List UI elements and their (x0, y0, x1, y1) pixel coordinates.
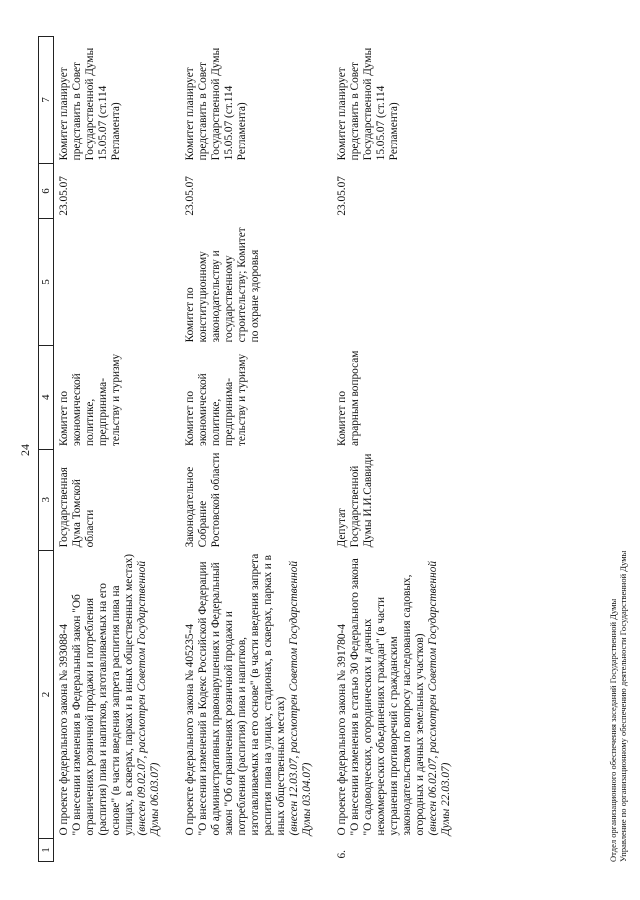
committee-cell: Комитет по экономической политике, предпринима-тельству и туризму (58, 353, 122, 447)
column-header: 7 (39, 37, 54, 164)
column-header: 1 (39, 838, 54, 861)
bill-note: (внесен 09.02.07, рассмотрен Советом Государственной Думы 06.03.07) (136, 560, 161, 836)
column-header: 6 (39, 163, 54, 218)
column-header: 3 (39, 449, 54, 550)
bill-note: (внесен 12.03.07, рассмотрен Советом Государственной Думы 03.04.07) (288, 560, 313, 836)
bill-title: О проекте федерального закона № 393088-4 (58, 624, 70, 836)
bills-table (38, 36, 463, 862)
column-header: 4 (39, 345, 54, 449)
bill-title: О проекте федерального закона № 405235-4 (184, 624, 196, 836)
bill-text: "О внесении изменения в Федеральный закон "Об ограничениях розничной продажи и потребления (распития) пива и напитков, изготавливаемых на его основе" (в части введения запрета распития пива на улицах, в скверах, парках и в иных общественных местах) (71, 553, 135, 836)
status-cell: Комитет планирует представить в Совет Государственной Думы 15.05.07 (ст.114 Регламента) (184, 47, 248, 161)
table-row (54, 37, 173, 862)
committee-cell: Комитет по экономической политике, предпринима-тельству и туризму (184, 353, 248, 447)
status-cell: Комитет планирует представить в Совет Государственной Думы 15.05.07 (ст.114 Регламента) (336, 47, 400, 161)
bill-text: "О внесении изменения в статью 30 Федерального закона "О садоводческих, огороднических и дачных некоммерческих объединениях граждан" (в части устранения противоречий с гражданским законодательством по вопросу наследования садовых, огородных и дачных земельных участков) (349, 558, 426, 836)
status-cell: Комитет планирует представить в Совет Государственной Думы 15.05.07 (ст.114 Регламента) (58, 47, 122, 161)
bill-cell (324, 550, 463, 838)
co-executors-cell: Комитет по конституционному законодательству и государственному строительству; Комитет по охране здоровья (184, 227, 261, 343)
initiator-cell: Законодательное Собрание Ростовской области (184, 452, 222, 548)
initiator-cell: Депутат Государственной Думы И.И.Саввиди (336, 453, 374, 548)
co-executors-cell (54, 219, 173, 346)
footer-line: Управление по организационному обеспечению деятельности Государственной Думы (618, 550, 628, 862)
bill-title: О проекте федерального закона № 391780-4 (336, 624, 348, 836)
column-header: 5 (39, 219, 54, 346)
row-number: 6. (336, 850, 348, 859)
bill-note: (внесен 06.02.07, рассмотрен Советом Государственной Думы 22.03.07) (427, 560, 452, 836)
date-cell: 23.05.07 (184, 176, 196, 216)
row-number (54, 838, 173, 861)
header-row (39, 37, 54, 862)
footer (608, 551, 628, 862)
column-header: 2 (39, 550, 54, 838)
initiator-cell: Государственная Дума Томской области (58, 467, 96, 548)
table-row (172, 37, 324, 862)
date-cell: 23.05.07 (58, 176, 70, 216)
bill-cell (172, 550, 324, 838)
page-number: 24 (18, 444, 32, 456)
table-row (324, 37, 463, 862)
bill-cell (54, 550, 173, 838)
committee-cell: Комитет по аграрным вопросам (336, 350, 361, 447)
footer-line: Отдел организационного обеспечения заседаний Государственной Думы (608, 598, 618, 862)
co-executors-cell (324, 219, 463, 346)
bill-text: "О внесении изменений в Кодекс Российской Федерации об административных правонарушениях и Федеральный закон "Об ограничениях розничной продажи и потребления (распития) пива и напитков, изготавливаемых на его основе" (в части введения запрета распития пива на улицах, стадионах, в скверах, парках и в иных общественных местах) (197, 553, 287, 836)
row-number (172, 838, 324, 861)
date-cell: 23.05.07 (336, 176, 348, 216)
